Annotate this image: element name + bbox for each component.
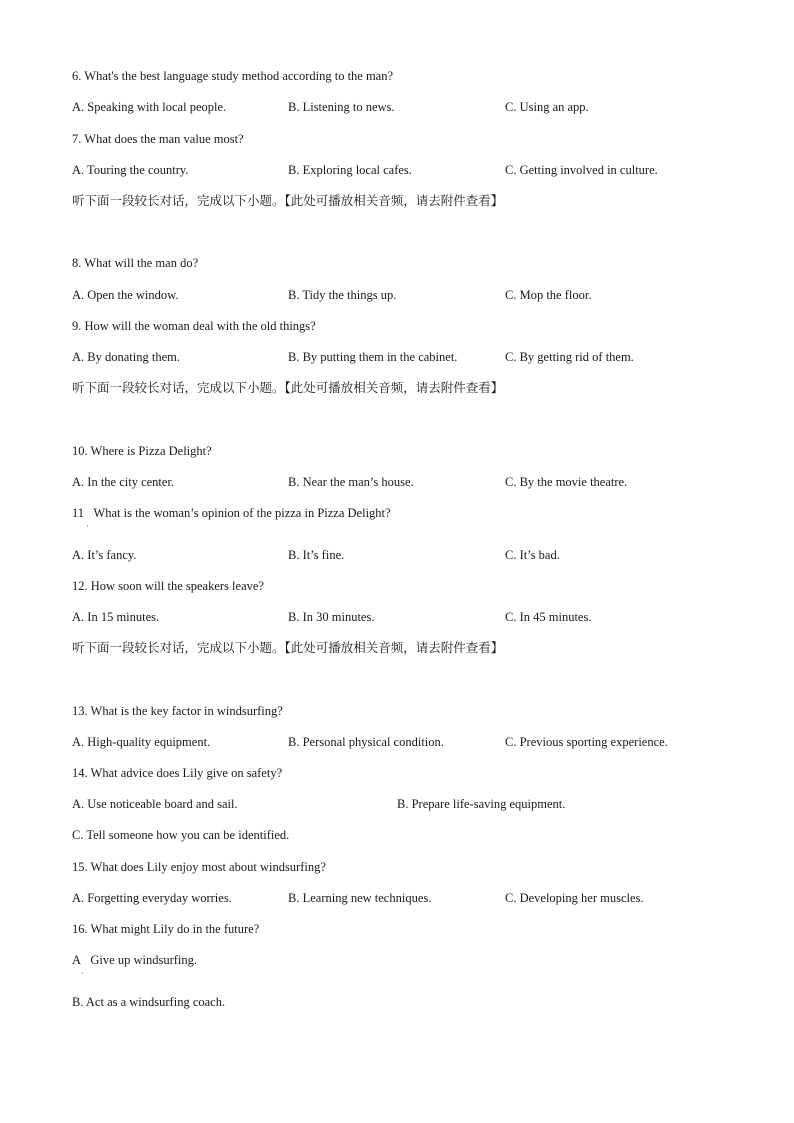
question-13-option-c: C. Previous sporting experience.	[505, 735, 668, 749]
question-10-option-b: B. Near the man’s house.	[288, 475, 414, 489]
question-12-option-b: B. In 30 minutes.	[288, 610, 375, 624]
question-11-text: What is the woman’s opinion of the pizza in Pizza Delight?	[93, 506, 391, 520]
question-10-stem: 10. Where is Pizza Delight?	[72, 444, 212, 458]
question-7-option-a: A. Touring the country.	[72, 163, 189, 177]
question-9-stem: 9. How will the woman deal with the old things?	[72, 319, 316, 333]
question-8-option-a: A. Open the window.	[72, 288, 179, 302]
question-14-stem: 14. What advice does Lily give on safety?	[72, 766, 283, 780]
question-14-option-b: B. Prepare life-saving equipment.	[397, 797, 566, 811]
question-8-stem: 8. What will the man do?	[72, 256, 199, 270]
question-12-option-c: C. In 45 minutes.	[505, 610, 592, 624]
listening-instruction: 听下面一段较长对话，完成以下小题。【此处可播放相关音频，请去附件查看】	[72, 380, 504, 395]
question-9-option-a: A. By donating them.	[72, 350, 180, 364]
question-13-stem: 13. What is the key factor in windsurfing?	[72, 704, 283, 718]
question-15-option-b: B. Learning new techniques.	[288, 891, 432, 905]
question-12-stem: 12. How soon will the speakers leave?	[72, 579, 264, 593]
listening-instruction: 听下面一段较长对话，完成以下小题。【此处可播放相关音频，请去附件查看】	[72, 193, 504, 208]
question-15-stem: 15. What does Lily enjoy most about windsurfing?	[72, 860, 326, 874]
question-14-option-c: C. Tell someone how you can be identified.	[72, 828, 290, 842]
question-15-option-a: A. Forgetting everyday worries.	[72, 891, 232, 905]
question-6-option-c: C. Using an app.	[505, 100, 589, 114]
question-6-stem: 6. What's the best language study method according to the man?	[72, 69, 394, 83]
question-8-option-c: C. Mop the floor.	[505, 288, 592, 302]
question-16-option-a-text: Give up windsurfing.	[90, 953, 197, 967]
question-10-option-c: C. By the movie theatre.	[505, 475, 628, 489]
question-16-option-a-letter: A	[72, 953, 82, 967]
question-13-option-a: A. High-quality equipment.	[72, 735, 211, 749]
question-6-option-a: A. Speaking with local people.	[72, 100, 227, 114]
question-7-stem: 7. What does the man value most?	[72, 132, 244, 146]
question-16-option-a	[72, 952, 197, 968]
stray-dot: ·	[81, 969, 84, 978]
question-6-option-b: B. Listening to news.	[288, 100, 395, 114]
stray-dot: ·	[86, 522, 89, 531]
question-11-option-b: B. It’s fine.	[288, 548, 345, 562]
question-14-option-a: A. Use noticeable board and sail.	[72, 797, 238, 811]
question-13-option-b: B. Personal physical condition.	[288, 735, 444, 749]
question-8-option-b: B. Tidy the things up.	[288, 288, 397, 302]
question-16-stem: 16. What might Lily do in the future?	[72, 922, 260, 936]
question-16-option-b: B. Act as a windsurfing coach.	[72, 995, 226, 1009]
question-9-option-b: B. By putting them in the cabinet.	[288, 350, 458, 364]
question-11-option-a: A. It’s fancy.	[72, 548, 137, 562]
question-11-stem	[72, 505, 391, 521]
question-7-option-b: B. Exploring local cafes.	[288, 163, 412, 177]
question-9-option-c: C. By getting rid of them.	[505, 350, 634, 364]
listening-instruction: 听下面一段较长对话，完成以下小题。【此处可播放相关音频，请去附件查看】	[72, 640, 504, 655]
question-10-option-a: A. In the city center.	[72, 475, 175, 489]
question-7-option-c: C. Getting involved in culture.	[505, 163, 658, 177]
question-11-number: 11	[72, 506, 85, 520]
question-11-option-c: C. It’s bad.	[505, 548, 560, 562]
question-12-option-a: A. In 15 minutes.	[72, 610, 160, 624]
question-15-option-c: C. Developing her muscles.	[505, 891, 644, 905]
